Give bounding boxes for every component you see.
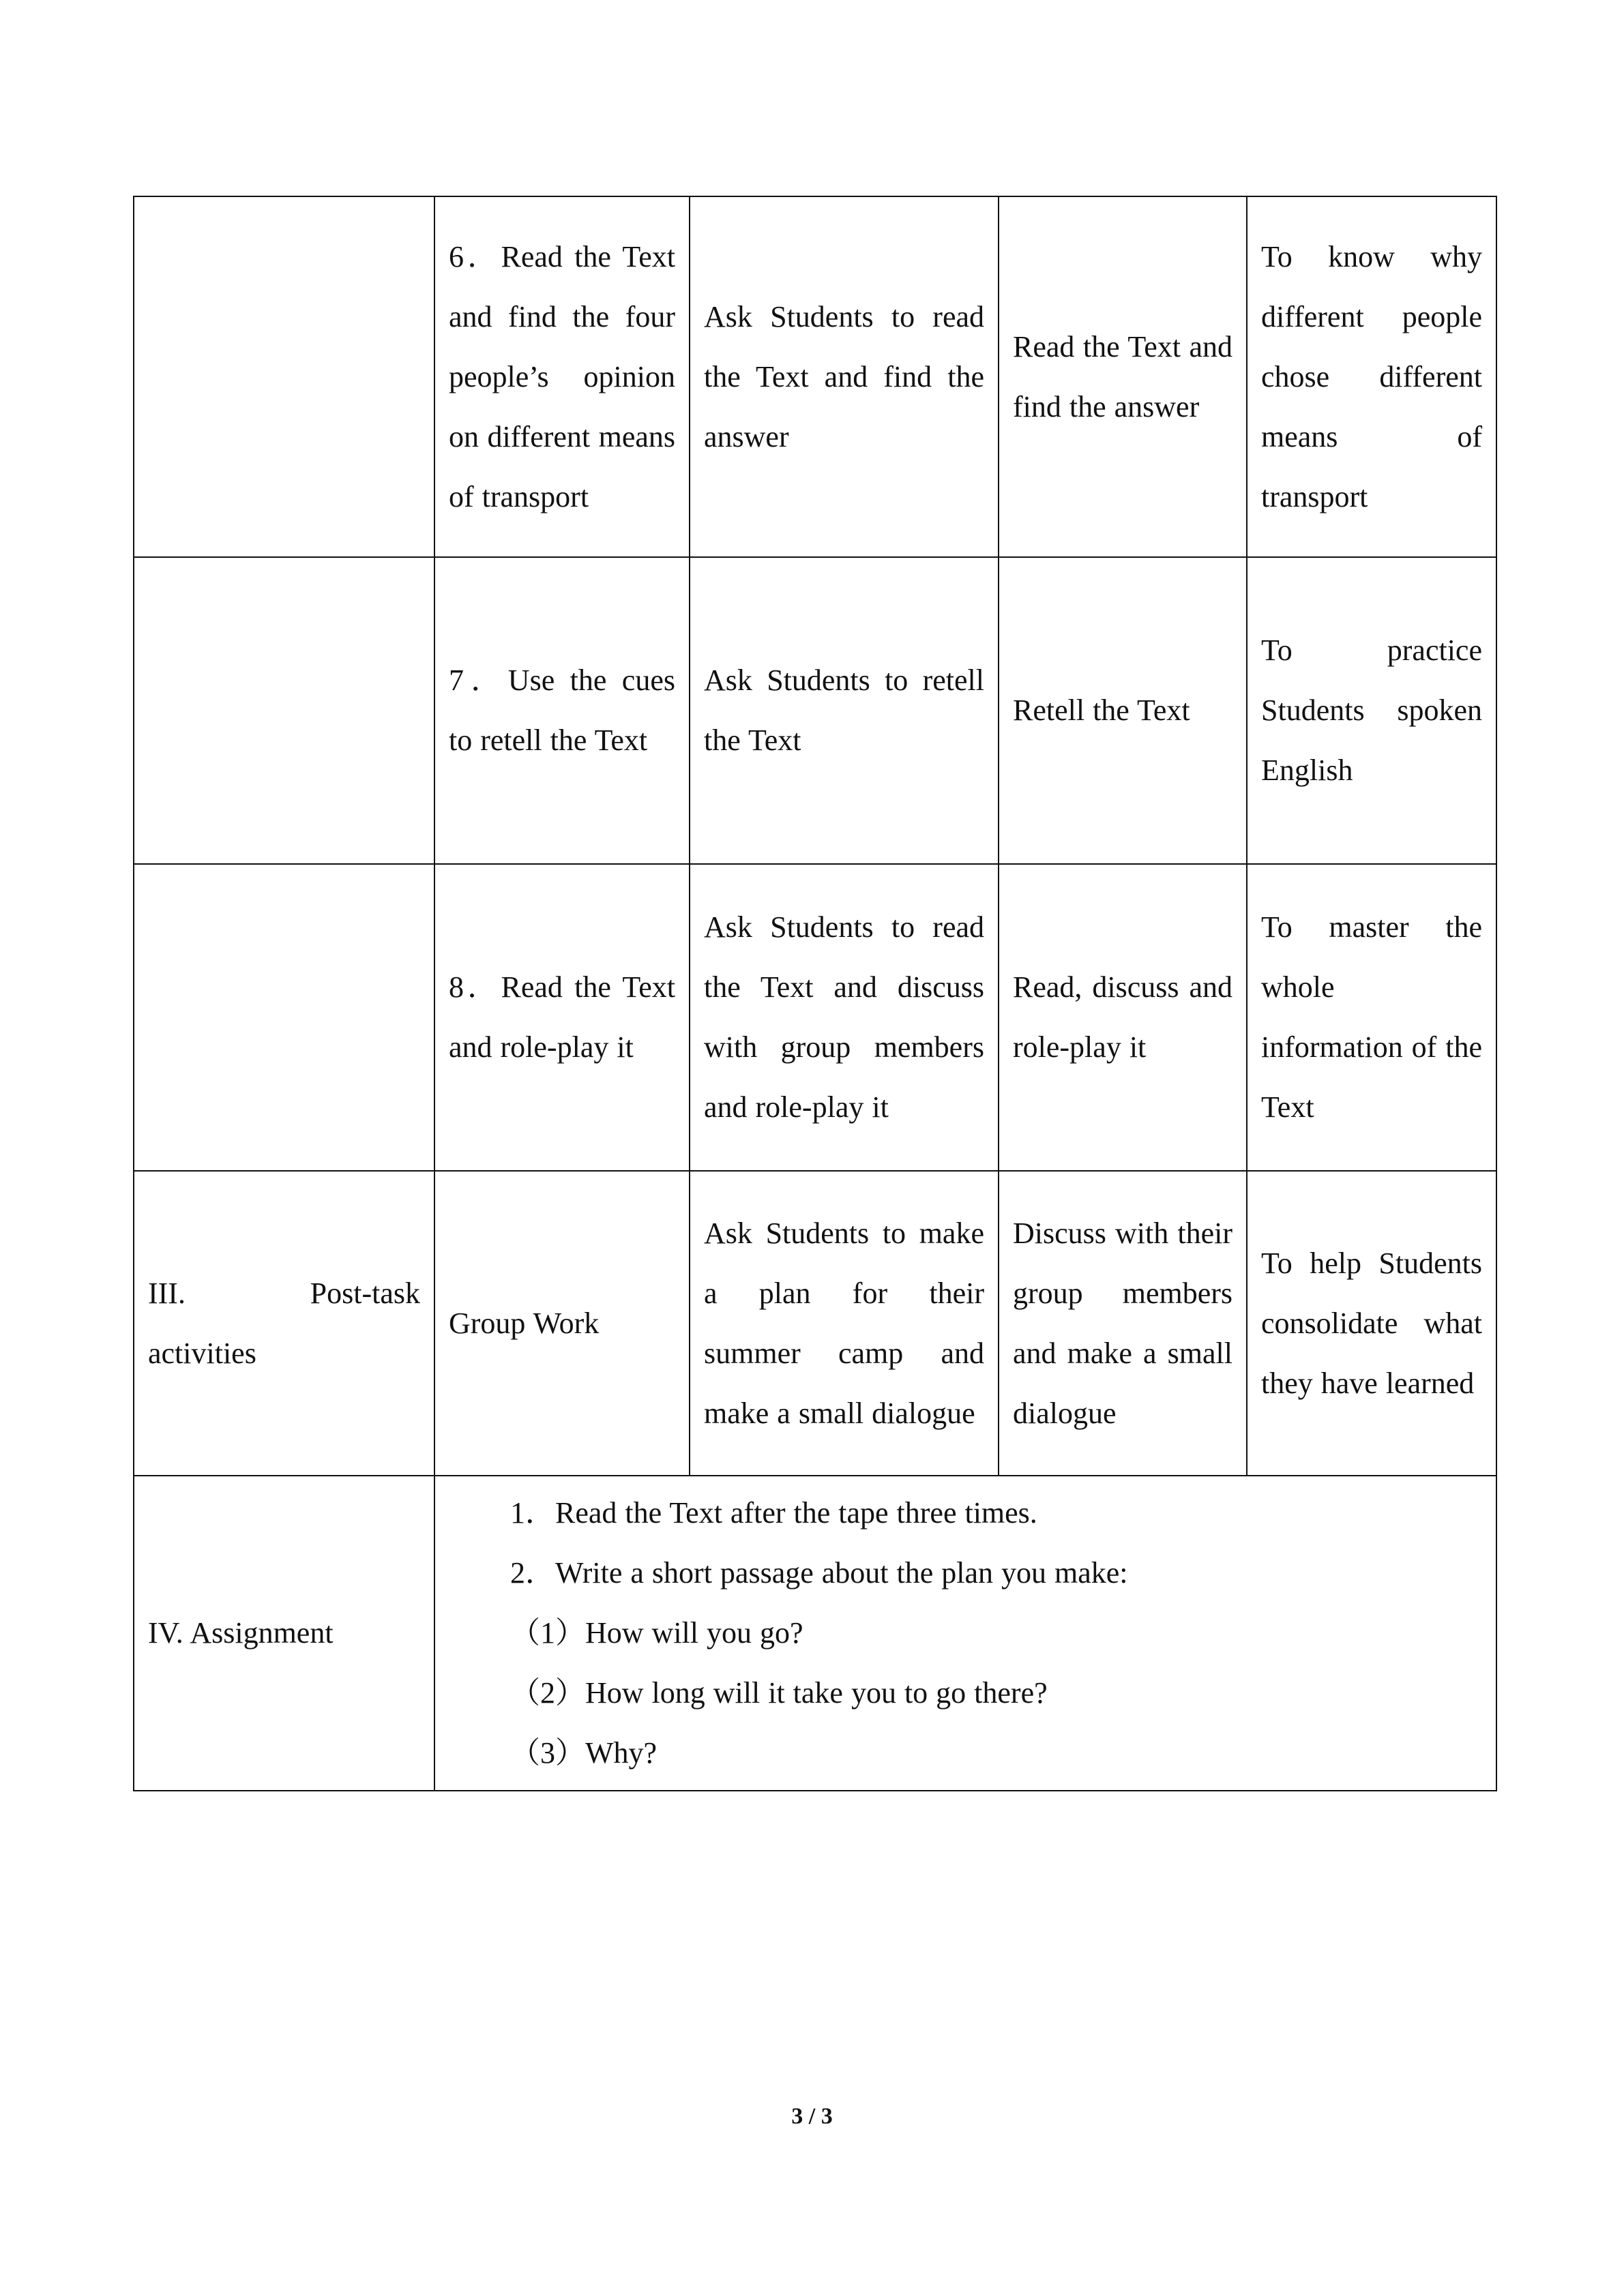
- assignment-stage-cell: IV. Assignment: [134, 1476, 434, 1791]
- purpose-cell: To master the whole information of the Text: [1247, 864, 1496, 1171]
- student-activity-cell: Discuss with their group members and make a small dialogue: [999, 1171, 1247, 1476]
- stage-cell: [134, 864, 434, 1171]
- activity-cell: 6．Read the Text and find the four people’s opinion on different means of transport: [434, 196, 690, 557]
- teacher-activity-cell: Ask Students to make a plan for their summer camp and make a small dialogue: [690, 1171, 999, 1476]
- assignment-line: 2．Write a short passage about the plan you make:: [510, 1556, 1128, 1590]
- purpose-cell: To know why different people chose different means of transport: [1247, 196, 1496, 557]
- table-row: [134, 1171, 1496, 1476]
- teacher-activity-cell: Ask Students to read the Text and find the answer: [690, 196, 999, 557]
- assignment-line: （1）How will you go?: [510, 1616, 803, 1650]
- table-row: [134, 1476, 1496, 1791]
- table-row: [134, 196, 1496, 557]
- teacher-activity-cell: Ask Students to read the Text and discuss with group members and role-play it: [690, 864, 999, 1171]
- stage-cell: [134, 196, 434, 557]
- stage-cell: [134, 557, 434, 864]
- student-activity-cell: Retell the Text: [999, 557, 1247, 864]
- assignment-line: （2）How long will it take you to go there?: [510, 1676, 1048, 1710]
- page-number: 3 / 3: [791, 2104, 833, 2129]
- activity-cell: Group Work: [434, 1171, 690, 1476]
- student-activity-cell: Read the Text and find the answer: [999, 196, 1247, 557]
- assignment-content-cell: [434, 1476, 1496, 1791]
- assignment-line: （3）Why?: [510, 1736, 658, 1770]
- lesson-plan-table: [133, 196, 1497, 1791]
- assignment-line: 1．Read the Text after the tape three times.: [510, 1496, 1037, 1530]
- purpose-cell: To help Students consolidate what they have learned: [1247, 1171, 1496, 1476]
- table-row: [134, 864, 1496, 1171]
- purpose-cell: To practice Students spoken English: [1247, 557, 1496, 864]
- table-row: [134, 557, 1496, 864]
- activity-cell: 8．Read the Text and role-play it: [434, 864, 690, 1171]
- teacher-activity-cell: Ask Students to retell the Text: [690, 557, 999, 864]
- activity-cell: 7．Use the cues to retell the Text: [434, 557, 690, 864]
- student-activity-cell: Read, discuss and role-play it: [999, 864, 1247, 1171]
- stage-cell: III. Post-task activities: [134, 1171, 434, 1476]
